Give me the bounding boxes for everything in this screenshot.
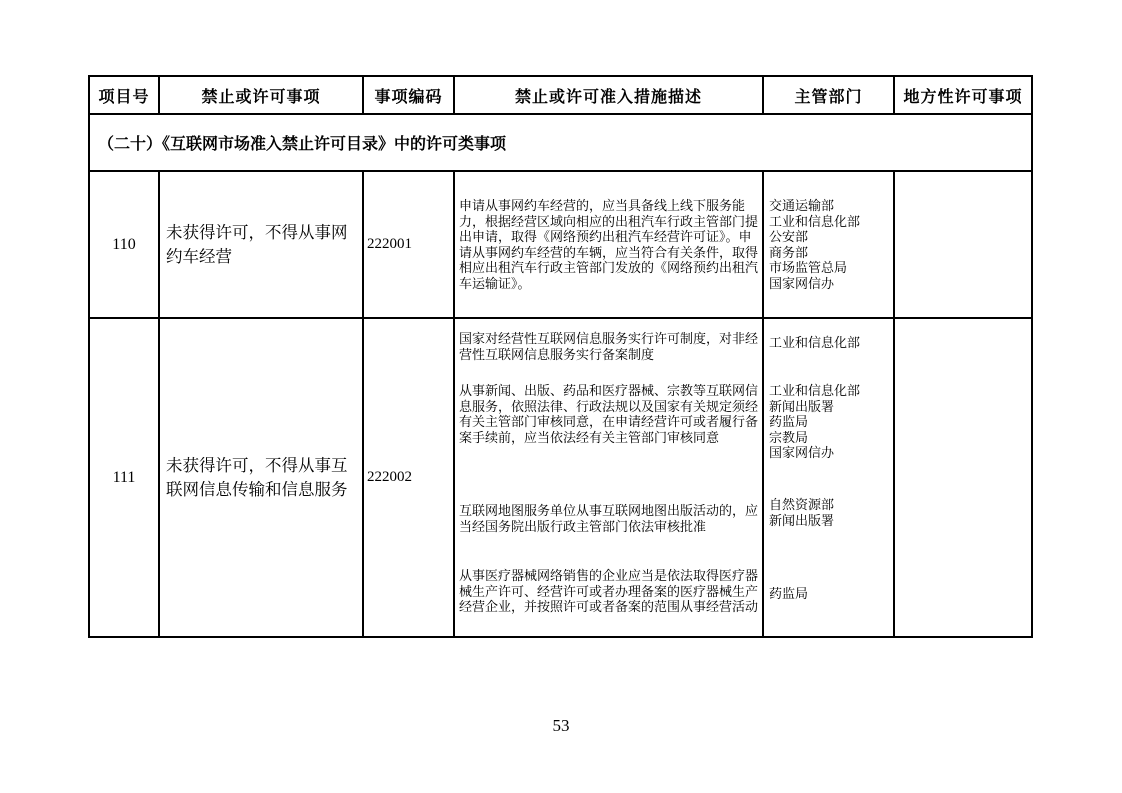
measure-description: 从事医疗器械网络销售的企业应当是依法取得医疗器械生产许可、经营许可或者办理备案的医疗器械生产经营企业，并按照许可或者备案的范围从事经营活动 bbox=[459, 568, 759, 614]
local-licensing-cell bbox=[895, 172, 1031, 317]
department-group bbox=[769, 335, 891, 351]
measure-description: 国家对经营性互联网信息服务实行许可制度，对非经营性互联网信息服务实行备案制度 bbox=[459, 331, 759, 362]
department-line: 宗教局 bbox=[769, 429, 809, 445]
col-header-measure-description: 禁止或许可准入措施描述 bbox=[455, 77, 764, 113]
table-row bbox=[90, 172, 1031, 319]
matter-code: 222002 bbox=[364, 319, 455, 636]
measure-description: 从事新闻、出版、药品和医疗器械、宗教等互联网信息服务，依照法律、行政法规以及国家有关规定须经有关主管部门审核同意，在申请经营许可或者履行备案手续前，应当依法经有关主管部门审核同意 bbox=[459, 383, 759, 445]
measure-description: 申请从事网约车经营的，应当具备线上线下服务能力，根据经营区域向相应的出租汽车行政主管部门提出申请，取得《网络预约出租汽车经营许可证》。申请从事网约车经营的车辆，应当符合有关条件，取得相应出租汽车行政主管部门发放的《网络预约出租汽车运输证》。 bbox=[459, 198, 759, 291]
measure-description-cell bbox=[455, 172, 764, 317]
department-line: 工业和信息化部 bbox=[769, 213, 861, 229]
department-line: 工业和信息化部 bbox=[769, 383, 861, 398]
department-line: 交通运输部 bbox=[769, 198, 835, 213]
table-row bbox=[90, 319, 1031, 636]
department-line: 自然资源部 bbox=[769, 497, 835, 512]
access-measures-table bbox=[88, 75, 1033, 638]
department-group bbox=[769, 383, 891, 461]
section-title: （二十）《互联网市场准入禁止许可目录》中的许可类事项 bbox=[98, 136, 507, 153]
department-cell bbox=[764, 172, 895, 317]
department-line: 药监局 bbox=[769, 586, 809, 601]
department-line: 国家网信办 bbox=[769, 275, 835, 291]
col-header-matter: 禁止或许可事项 bbox=[160, 77, 364, 113]
department-group bbox=[769, 497, 891, 528]
col-header-code: 事项编码 bbox=[364, 77, 455, 113]
matter-code: 222001 bbox=[364, 172, 455, 317]
col-header-department: 主管部门 bbox=[764, 77, 895, 113]
measure-description-cell bbox=[455, 319, 764, 636]
department-line: 新闻出版署 bbox=[769, 398, 835, 414]
matter-text: 未获得许可，不得从事网约车经营 bbox=[160, 172, 364, 317]
department-line: 公安部 bbox=[769, 229, 809, 244]
matter-text: 未获得许可，不得从事互联网信息传输和信息服务 bbox=[160, 319, 364, 636]
col-header-item-no: 项目号 bbox=[90, 77, 160, 113]
department-line: 工业和信息化部 bbox=[769, 335, 861, 350]
item-no: 110 bbox=[90, 172, 160, 317]
page-number: 53 bbox=[552, 716, 570, 735]
measure-description: 互联网地图服务单位从事互联网地图出版活动的，应当经国务院出版行政主管部门依法审核批准 bbox=[459, 503, 759, 534]
department-line: 市场监管总局 bbox=[769, 260, 848, 275]
department-line: 商务部 bbox=[769, 244, 809, 260]
department-line: 新闻出版署 bbox=[769, 512, 835, 528]
department-line: 药监局 bbox=[769, 414, 809, 429]
col-header-local-licensing: 地方性许可事项 bbox=[903, 88, 1023, 106]
department-group bbox=[769, 586, 891, 602]
department-line: 国家网信办 bbox=[769, 445, 835, 460]
department-cell bbox=[764, 319, 895, 636]
item-no: 111 bbox=[90, 319, 160, 636]
local-licensing-cell bbox=[895, 319, 1031, 636]
table-header-row bbox=[90, 77, 1031, 115]
section-title-row bbox=[90, 115, 1031, 172]
